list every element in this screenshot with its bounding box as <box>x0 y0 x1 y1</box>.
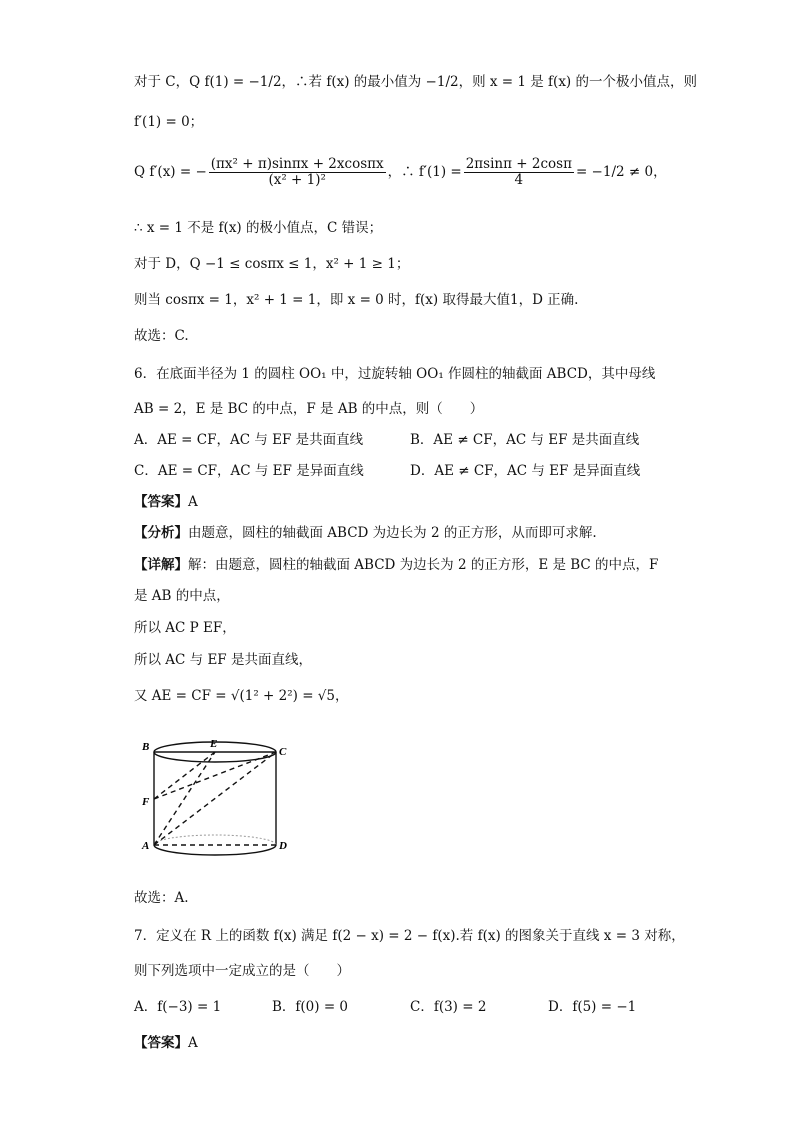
label-a: A <box>142 840 150 852</box>
line-4: ∴ x = 1 不是 f(x) 的极小值点，C 错误； <box>134 220 383 236</box>
segment-ac <box>154 752 276 845</box>
fraction-derivative <box>209 157 386 188</box>
detail-6-line-2: 是 AB 的中点， <box>134 588 230 604</box>
bottom-back-arc <box>154 835 276 845</box>
question-6-option-c: C．AE = CF，AC 与 EF 是异面直线 <box>134 463 364 479</box>
detail-6-line-4: 所以 AC 与 EF 是共面直线， <box>134 652 312 668</box>
answer-7-value: A <box>188 1035 198 1051</box>
analysis-6 <box>134 523 597 543</box>
detail-6-line-5: 又 AE = CF = √(1² + 2²) = √5， <box>134 688 349 704</box>
detail-6 <box>134 555 658 575</box>
question-7-stem-2: 则下列选项中一定成立的是（ ） <box>134 963 350 979</box>
detail-tag: 【详解】 <box>134 557 188 573</box>
cylinder-figure <box>138 735 308 865</box>
choose-6: 故选：A. <box>134 890 189 906</box>
question-6-option-a: A．AE = CF，AC 与 EF 是共面直线 <box>134 432 364 448</box>
label-d: D <box>279 840 287 852</box>
label-b: B <box>142 741 150 753</box>
answer-6 <box>134 492 198 512</box>
detail-6-line-3: 所以 AC P EF， <box>134 620 236 636</box>
segment-ae <box>154 752 215 845</box>
question-6-option-b: B．AE ≠ CF，AC 与 EF 是共面直线 <box>410 432 640 448</box>
label-c: C <box>279 746 287 758</box>
label-e: E <box>210 738 218 750</box>
fraction-denominator-2: 4 <box>514 172 524 188</box>
line-3-suffix: = −1/2 ≠ 0， <box>575 164 667 180</box>
question-7-option-c: C．f(3) = 2 <box>410 999 487 1015</box>
answer-7 <box>134 1033 198 1053</box>
fraction-numerator-2: 2πsinπ + 2cosπ <box>465 156 572 172</box>
segment-fe <box>154 752 215 799</box>
line-5: 对于 D，Q −1 ≤ cosπx ≤ 1，x² + 1 ≥ 1； <box>134 256 410 272</box>
fraction-denominator: (x² + 1)² <box>268 172 326 188</box>
question-7-option-a: A．f(−3) = 1 <box>134 999 222 1015</box>
question-7-option-d: D．f(5) = −1 <box>548 999 637 1015</box>
answer-value: A <box>188 494 198 510</box>
analysis-tag: 【分析】 <box>134 525 188 541</box>
line-2: f′(1) = 0； <box>134 114 204 130</box>
question-6-stem-2: AB = 2，E 是 BC 的中点，F 是 AB 的中点，则（ ） <box>134 401 484 417</box>
label-f: F <box>142 796 150 808</box>
line-7: 故选：C. <box>134 328 189 344</box>
line-1: 对于 C，Q f(1) = −1/2，∴若 f(x) 的最小值为 −1/2，则 x = 1 是 f(x) 的一个极小值点，则 <box>134 74 697 90</box>
line-3 <box>134 150 667 194</box>
answer-7-tag: 【答案】 <box>134 1035 188 1051</box>
answer-tag: 【答案】 <box>134 494 188 510</box>
line-6: 则当 cosπx = 1，x² + 1 = 1，即 x = 0 时，f(x) 取得最大值1，D 正确. <box>134 292 579 308</box>
detail-text: 解：由题意，圆柱的轴截面 ABCD 为边长为 2 的正方形，E 是 BC 的中点，F <box>188 557 659 573</box>
analysis-text: 由题意，圆柱的轴截面 ABCD 为边长为 2 的正方形，从而即可求解. <box>188 525 597 541</box>
bottom-front-arc <box>154 845 276 855</box>
fraction-numerator: (πx² + π)sinπx + 2xcosπx <box>210 156 384 172</box>
line-3-mid: ，∴ f′(1) = <box>387 164 462 180</box>
question-7-stem: 7．定义在 R 上的函数 f(x) 满足 f(2 − x) = 2 − f(x).若 f(x) 的图象关于直线 x = 3 对称， <box>134 928 685 944</box>
question-6-stem: 6．在底面半径为 1 的圆柱 OO₁ 中，过旋转轴 OO₁ 作圆柱的轴截面 ABCD，其中母线 <box>134 366 656 382</box>
fraction-value <box>464 157 574 188</box>
question-6-option-d: D．AE ≠ CF，AC 与 EF 是异面直线 <box>410 463 641 479</box>
question-7-option-b: B．f(0) = 0 <box>272 999 349 1015</box>
line-3-prefix: Q f′(x) = − <box>134 164 207 180</box>
